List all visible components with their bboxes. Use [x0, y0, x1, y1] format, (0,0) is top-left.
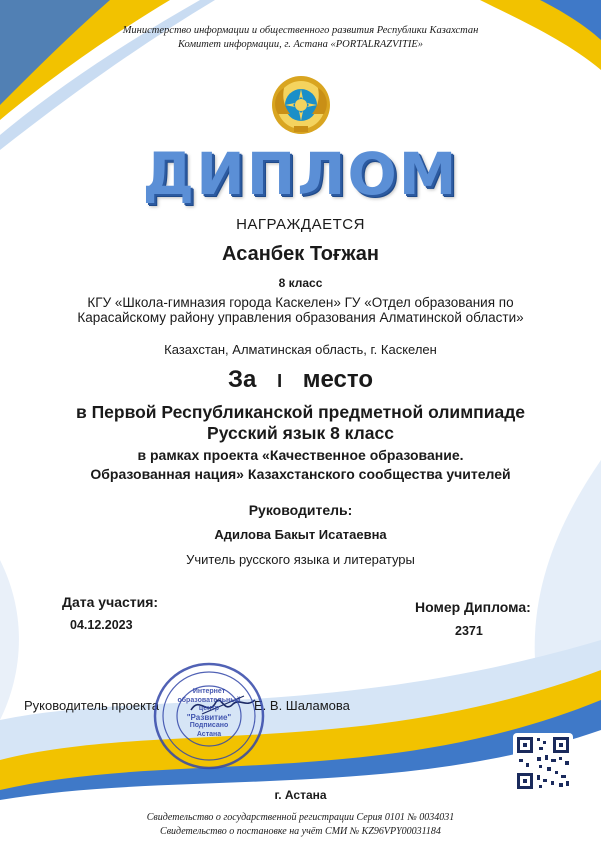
stamp-text-4: Подписано — [189, 722, 229, 729]
place-prefix: За — [228, 366, 257, 393]
project-line-2: Образованная нация» Казахстанского сообщества учителей — [90, 466, 511, 482]
location: Казахстан, Алматинская область, г. Каскелен — [164, 342, 437, 357]
footer-city: г. Астана — [274, 788, 327, 802]
school-name: КГУ «Школа-гимназия города Каскелен» ГУ «Отдел образования по Карасайскому району управления образования Алматинской области» — [77, 295, 524, 325]
committee-line: Комитет информации, г. Астана «PORTALRAZVITIE» — [177, 39, 424, 50]
stamp-text-2: образовательный центр — [177, 696, 241, 712]
smi-certificate: Свидетельство о постановке на учёт СМИ № KZ96VPY00031184 — [160, 826, 441, 837]
participation-label: Дата участия: — [62, 594, 159, 610]
project-head-label: Руководитель проекта — [24, 698, 159, 713]
grade: 8 класс — [278, 276, 323, 290]
place-line — [0, 366, 601, 394]
qr-code-icon — [513, 733, 573, 793]
official-stamp — [153, 662, 265, 770]
ministry-line: Министерство информации и общественного развития Республики Казахстан — [122, 25, 479, 36]
project-head-name: Е. В. Шаламова — [254, 698, 350, 713]
diploma-number-label: Номер Диплома: — [415, 599, 531, 615]
subject: Русский язык 8 класс — [207, 423, 394, 443]
olympiad-name: в Первой Республиканской предметной олимпиаде — [75, 402, 526, 422]
supervisor-name: Адилова Бакыт Исатаевна — [214, 527, 387, 542]
supervisor-label: Руководитель: — [248, 502, 353, 518]
qr-code[interactable] — [513, 733, 573, 793]
place-suffix: место — [302, 366, 373, 393]
supervisor-position: Учитель русского языка и литературы — [186, 552, 415, 567]
diploma-title: ДИПЛОМ — [142, 140, 459, 208]
awarded-label: НАГРАЖДАЕТСЯ — [236, 216, 365, 233]
stamp-text-1: Интернет — [192, 688, 226, 695]
stamp-text-5: Астана — [196, 730, 222, 738]
diploma-number-value: 2371 — [455, 624, 483, 638]
project-line-1: в рамках проекта «Качественное образование. — [137, 447, 464, 463]
participation-date: 04.12.2023 — [70, 618, 133, 632]
stamp-text-3: "Развитие" — [186, 712, 232, 722]
registration-certificate: Свидетельство о государственной регистрации Серия 0101 № 0034031 — [146, 812, 455, 823]
place-value: I — [277, 371, 283, 391]
recipient-name: Асанбек Тоғжан — [222, 243, 379, 265]
kazakhstan-emblem-icon — [270, 74, 332, 136]
